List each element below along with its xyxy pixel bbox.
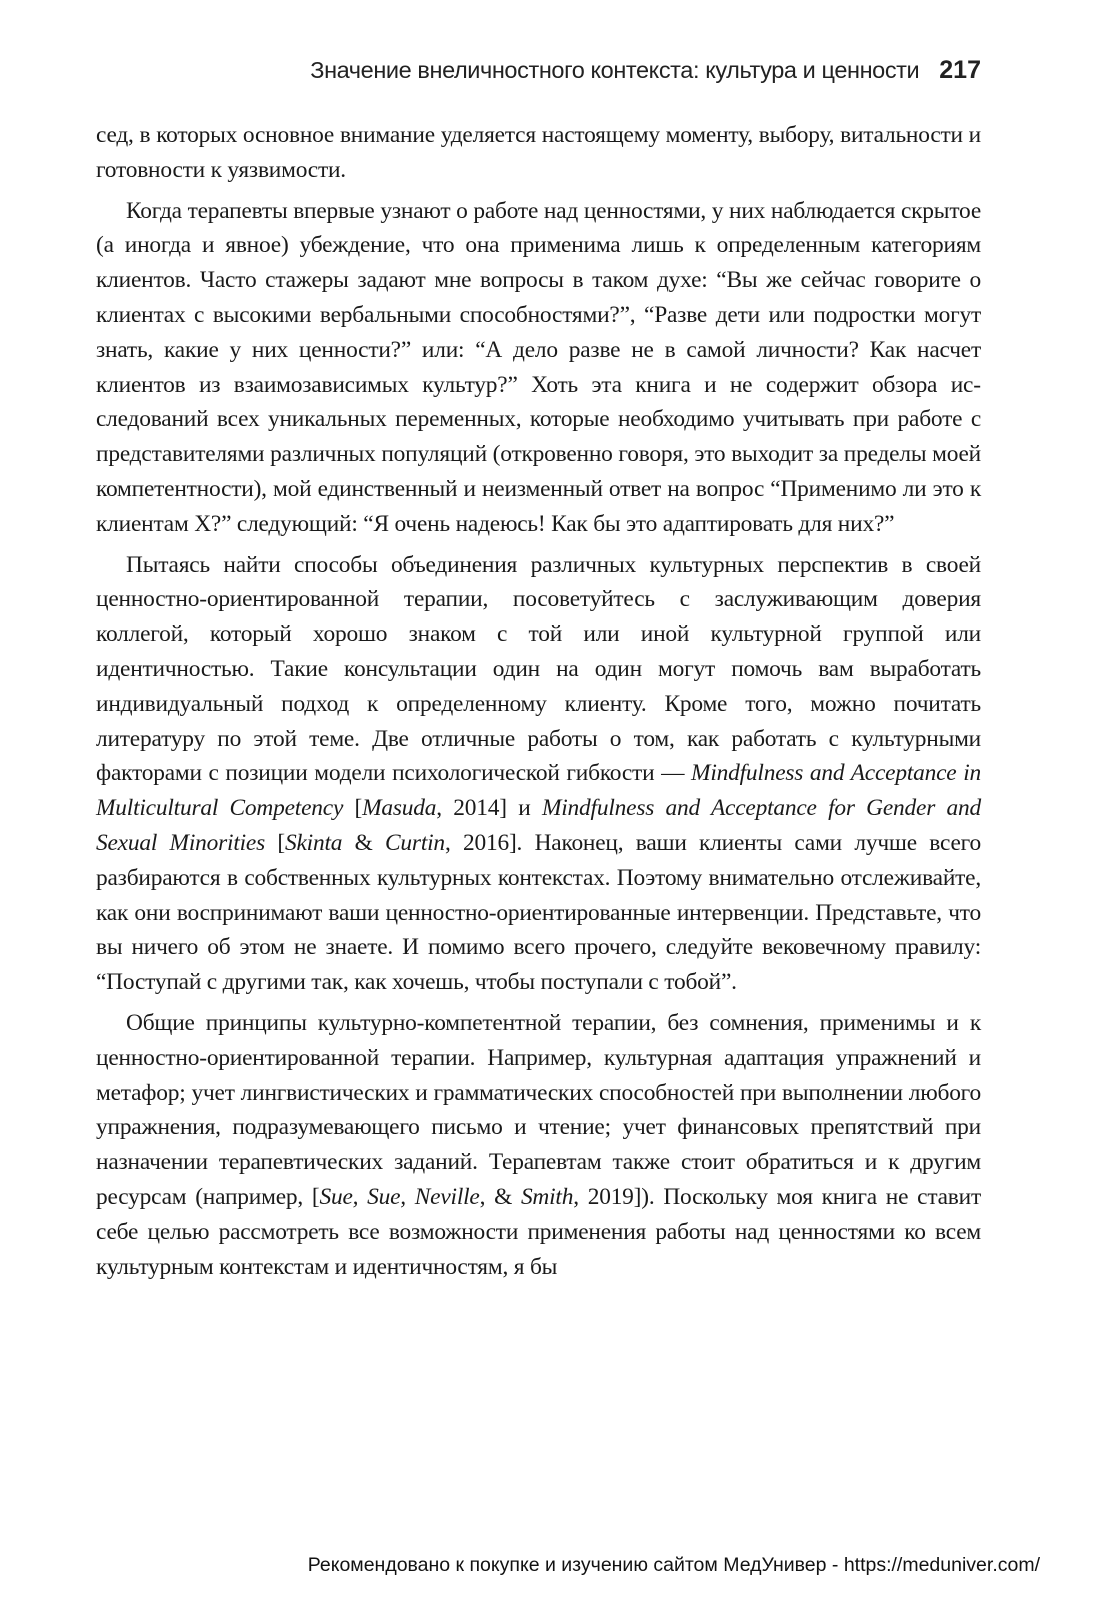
italic-citation: Sue, Sue, Neville — [319, 1183, 480, 1210]
chapter-title: Значение внеличностного контекста: культура и ценности — [310, 57, 920, 83]
paragraph — [96, 118, 981, 188]
text-run: Когда терапевты впервые узнают о работе над ценностями, у них наблюдается скрытое (а иногда и явное) убеждение, что она применима лишь к определенным категориям клиентов. Часто стажеры задают мне вопросы в таком духе: “Вы же сейчас говорите о клиентах с высокими вербальными способностями?”, “Разве дети или подростки могут знать, какие у них ценности?” или: “А дело разве не в самой личности? Как насчет клиентов из взаимозависимых культур?” Хоть эта книга и не содержит обзора исследований всех уникальных переменных, которые необходимо учитывать при работе с представителями различных популяций (откровенно говоря, это выходит за пределы моей компетентности), мой единственный и неизменный ответ на вопрос “Применимо ли это к клиентам X?” следующий: “Я очень надеюсь! Как бы это адаптировать для них?” — [96, 197, 981, 537]
text-run: [ — [343, 795, 363, 822]
running-header — [96, 56, 981, 85]
italic-citation: Curtin — [385, 829, 445, 856]
paragraph — [96, 1006, 981, 1284]
italic-citation: Masuda — [362, 795, 437, 822]
paragraph — [96, 194, 981, 542]
italic-citation: Smith — [520, 1183, 574, 1210]
text-run: сед, в которых основное внимание уделяется настоящему моменту, выбору, витальности и готовности к уязвимости. — [96, 122, 981, 183]
text-run: , 2019]). Поскольку моя книга не ставит себе целью рассмотреть все возможности применения работы над ценностями ко всем культурным контекстам и идентичностям, я бы — [96, 1183, 981, 1280]
italic-citation: Skinta — [284, 829, 343, 856]
page-number: 217 — [939, 56, 981, 84]
text-run: Общие принципы культурно-компетентной терапии, без сомнения, применимы и к ценностно-ориентированной терапии. Например, культурная адаптация упражнений и метафор; учет лингвистических и грамматических способностей при выполнении любого упражнения, подразумевающего письмо и чтение; учет финансовых препятствий при назначении терапевтических заданий. Терапевтам также стоит обратиться и к другим ресурсам (например, [ — [96, 1009, 981, 1210]
text-run: , 2014] и — [436, 795, 542, 822]
paragraph — [96, 548, 981, 1000]
text-run: [ — [265, 829, 285, 856]
italic-citation: Mindfulness and Acceptance in Multicultural Competency — [96, 760, 982, 822]
text-run: Пытаясь найти способы объединения различных культурных перспектив в своей ценностно-ориентированной терапии, посоветуйтесь с заслуживающим доверия коллегой, который хорошо знаком с той или иной культурной группой или идентичностью. Такие консультации один на один могут помочь вам выработать индивидуальный подход к определенному клиенту. Кроме того, можно почитать литературу по этой теме. Две отличные работы о том, как работать с культурными факторами с позиции модели психологической гибкости — — [96, 551, 981, 787]
text-run: , 2016]. Наконец, ваши клиенты сами лучше всего разбираются в собственных культурных контекстах. Поэтому внимательно отслеживайте, как они воспринимают ваши ценностно-ориентированные интервенции. Представьте, что вы ничего об этом не знаете. И помимо всего прочего, следуйте вековечному правилу: “Поступай с другими так, как хочешь, чтобы поступали с тобой”. — [96, 829, 981, 996]
text-run: , & — [479, 1183, 521, 1210]
body-text — [96, 118, 981, 1284]
text-run: & — [342, 829, 386, 856]
footer-note: Рекомендовано к покупке и изучению сайтом МедУнивер - https://meduniver.com/ — [307, 1554, 1040, 1576]
italic-citation: Mindfulness and Acceptance for Gender and Sexual Minorities — [96, 795, 981, 856]
